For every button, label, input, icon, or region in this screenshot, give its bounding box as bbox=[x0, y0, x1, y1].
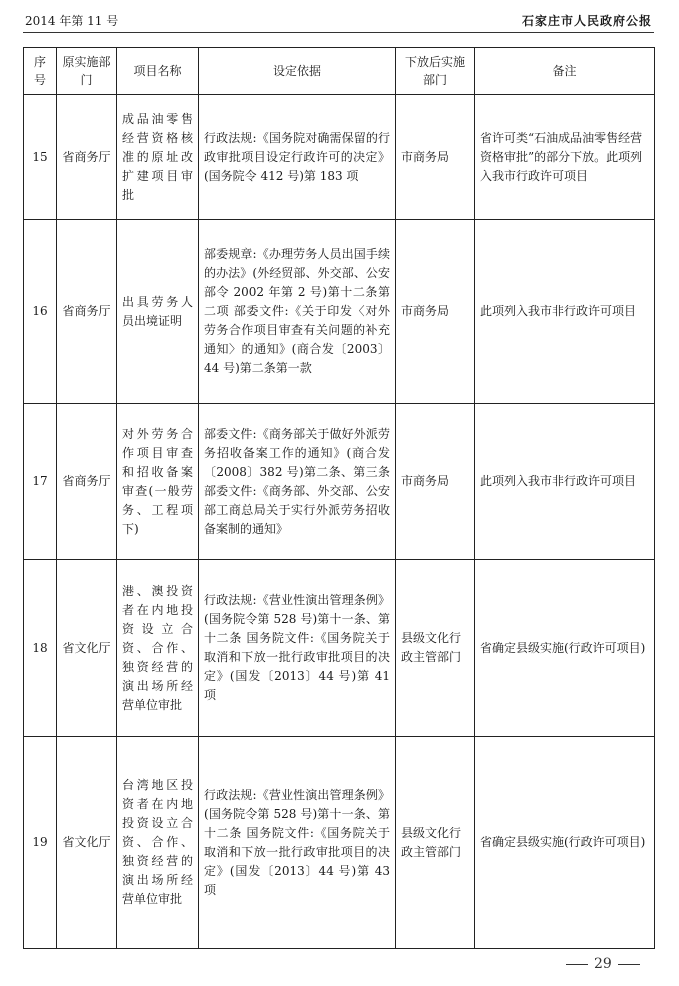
col-header-no: 序号 bbox=[24, 48, 57, 95]
cell-no: 18 bbox=[24, 560, 57, 737]
cell-no: 17 bbox=[24, 404, 57, 560]
cell-name: 出具劳务人员出境证明 bbox=[117, 220, 199, 404]
cell-dept: 省文化厅 bbox=[57, 560, 117, 737]
cell-name: 港、澳投资者在内地投资设立合资、合作、独资经营的演出场所经营单位审批 bbox=[117, 560, 199, 737]
footer-dash-right bbox=[618, 964, 640, 965]
cell-note: 省确定县级实施(行政许可项目) bbox=[475, 560, 655, 737]
cell-name: 台湾地区投资者在内地投资设立合资、合作、独资经营的演出场所经营单位审批 bbox=[117, 737, 199, 949]
table-row bbox=[24, 737, 655, 949]
cell-note: 省确定县级实施(行政许可项目) bbox=[475, 737, 655, 949]
cell-dept: 省商务厅 bbox=[57, 95, 117, 220]
issue-label: 2014 年第 11 号 bbox=[25, 14, 119, 28]
col-header-note: 备注 bbox=[475, 48, 655, 95]
cell-name: 对外劳务合作项目审查和招收备案审查(一般劳务、工程项下) bbox=[117, 404, 199, 560]
cell-no: 15 bbox=[24, 95, 57, 220]
cell-note: 此项列入我市非行政许可项目 bbox=[475, 220, 655, 404]
col-header-new-dept: 下放后实施部门 bbox=[396, 48, 475, 95]
publication-title: 石家庄市人民政府公报 bbox=[521, 14, 652, 28]
cell-basis: 行政法规:《国务院对确需保留的行政审批项目设定行政许可的决定》(国务院令 412 号)第 183 项 bbox=[199, 95, 396, 220]
cell-note: 此项列入我市非行政许可项目 bbox=[475, 404, 655, 560]
cell-basis: 行政法规:《营业性演出管理条例》(国务院令第 528 号)第十一条、第十二条 国务院文件:《国务院关于取消和下放一批行政审批项目的决定》(国发〔2013〕44 号)第 43 项 bbox=[199, 737, 396, 949]
table-row bbox=[24, 560, 655, 737]
cell-new-dept: 市商务局 bbox=[396, 404, 475, 560]
cell-basis: 行政法规:《营业性演出管理条例》(国务院令第 528 号)第十一条、第十二条 国务院文件:《国务院关于取消和下放一批行政审批项目的决定》(国发〔2013〕44 号)第 41 项 bbox=[199, 560, 396, 737]
table-row bbox=[24, 95, 655, 220]
cell-no: 19 bbox=[24, 737, 57, 949]
cell-dept: 省文化厅 bbox=[57, 737, 117, 949]
cell-new-dept: 市商务局 bbox=[396, 95, 475, 220]
cell-new-dept: 市商务局 bbox=[396, 220, 475, 404]
cell-basis: 部委规章:《办理劳务人员出国手续的办法》(外经贸部、外交部、公安部令 2002 年第 2 号)第十二条第二项 部委文件:《关于印发〈对外劳务合作项目审查有关问题的补充通知〉的通知》(商合发〔2003〕44 号)第二条第一款 bbox=[199, 220, 396, 404]
cell-name: 成品油零售经营资格核准的原址改扩建项目审批 bbox=[117, 95, 199, 220]
page-footer bbox=[560, 956, 646, 972]
table-row bbox=[24, 220, 655, 404]
col-header-name: 项目名称 bbox=[117, 48, 199, 95]
cell-dept: 省商务厅 bbox=[57, 220, 117, 404]
page-header bbox=[23, 9, 654, 33]
cell-dept: 省商务厅 bbox=[57, 404, 117, 560]
page-number: 29 bbox=[594, 956, 612, 972]
footer-dash-left bbox=[566, 964, 588, 965]
table-header-row bbox=[24, 48, 655, 95]
cell-no: 16 bbox=[24, 220, 57, 404]
col-header-basis: 设定依据 bbox=[199, 48, 396, 95]
cell-new-dept: 县级文化行政主管部门 bbox=[396, 560, 475, 737]
cell-new-dept: 县级文化行政主管部门 bbox=[396, 737, 475, 949]
cell-note: 省许可类“石油成品油零售经营资格审批”的部分下放。此项列入我市行政许可项目 bbox=[475, 95, 655, 220]
table-row bbox=[24, 404, 655, 560]
cell-basis: 部委文件:《商务部关于做好外派劳务招收备案工作的通知》(商合发〔2008〕382 号)第二条、第三条 部委文件:《商务部、外交部、公安部工商总局关于实行外派劳务招收备案制的通知》 bbox=[199, 404, 396, 560]
col-header-dept: 原实施部门 bbox=[57, 48, 117, 95]
approval-items-table bbox=[23, 47, 655, 949]
